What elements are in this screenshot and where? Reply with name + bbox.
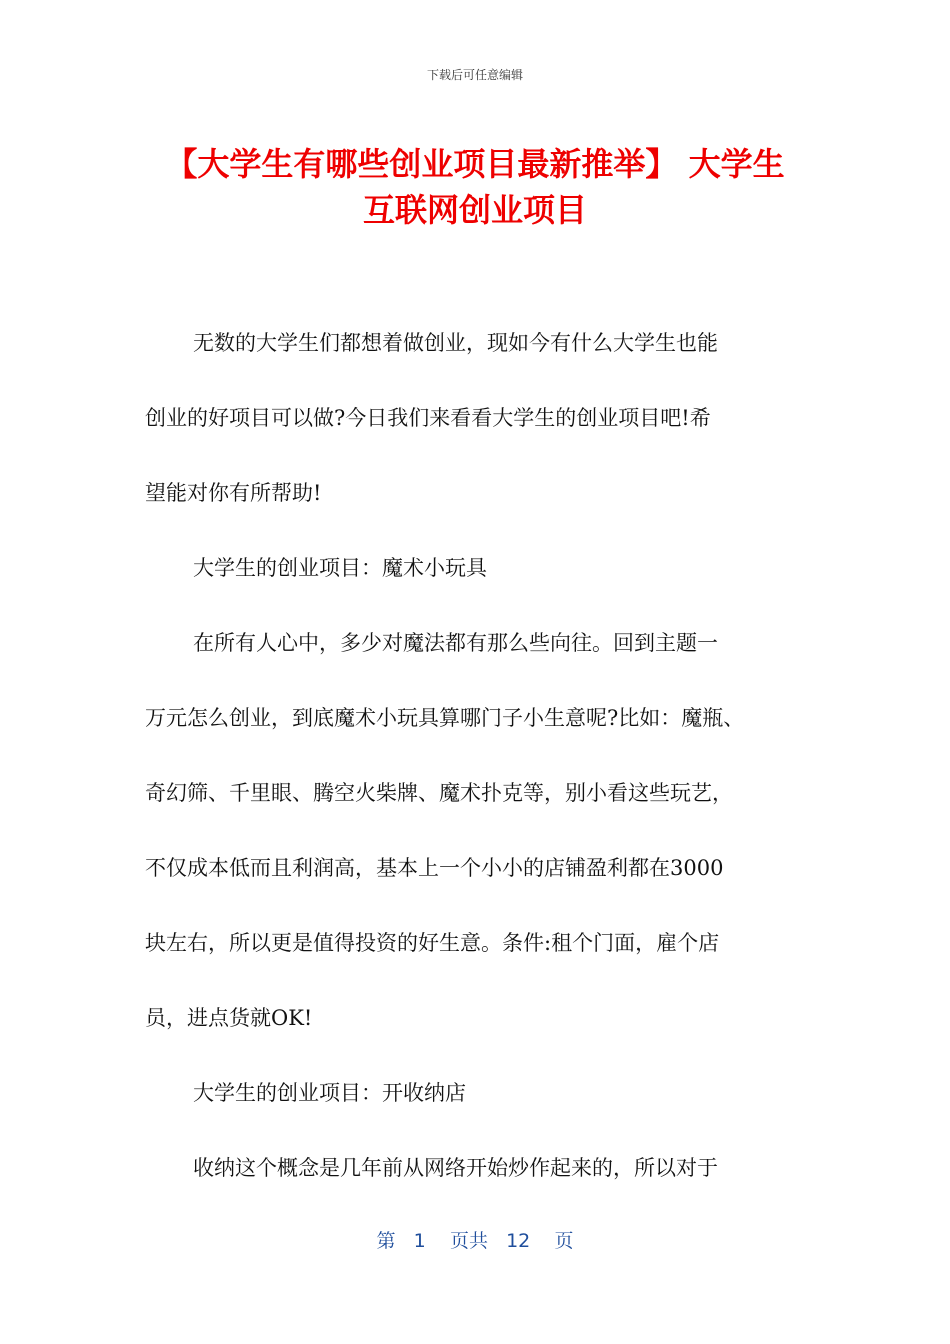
body-line: 万元怎么创业，到底魔术小玩具算哪门子小生意呢?比如：魔瓶、 [145, 706, 745, 730]
body-line: 望能对你有所帮助! [145, 481, 322, 505]
section-heading: 大学生的创业项目：开收纳店 [193, 1081, 466, 1105]
footer-middle: 页共 [449, 1230, 488, 1252]
footer-prefix: 第 [376, 1230, 396, 1252]
body-line: 在所有人心中，多少对魔法都有那么些向往。回到主题一 [193, 631, 718, 655]
body-line: 奇幻筛、千里眼、腾空火柴牌、魔术扑克等，别小看这些玩艺， [145, 781, 733, 805]
footer-page-number: 1 [413, 1230, 426, 1252]
body-line: 块左右，所以更是值得投资的好生意。条件:租个门面，雇个店 [145, 931, 720, 955]
header-note: 下载后可任意编辑 [426, 68, 523, 82]
body-line: 无数的大学生们都想着做创业，现如今有什么大学生也能 [193, 331, 718, 355]
document-body [145, 322, 810, 1191]
body-line: 创业的好项目可以做?今日我们来看看大学生的创业项目吧!希 [145, 406, 711, 430]
title-line-2: 互联网创业项目 [362, 191, 587, 229]
section-heading: 大学生的创业项目：魔术小玩具 [193, 556, 487, 580]
body-line: 收纳这个概念是几年前从网络开始炒作起来的，所以对于 [193, 1156, 718, 1180]
body-line: 员，进点货就OK! [145, 1006, 313, 1030]
footer-total-pages: 12 [506, 1230, 531, 1252]
body-line: 不仅成本低而且利润高，基本上一个小小的店铺盈利都在3000 [145, 856, 724, 880]
document-title [100, 141, 850, 233]
footer-suffix: 页 [554, 1230, 574, 1252]
title-line-1: 【大学生有哪些创业项目最新推举】 大学生 [165, 145, 785, 183]
page-footer [0, 1226, 950, 1253]
